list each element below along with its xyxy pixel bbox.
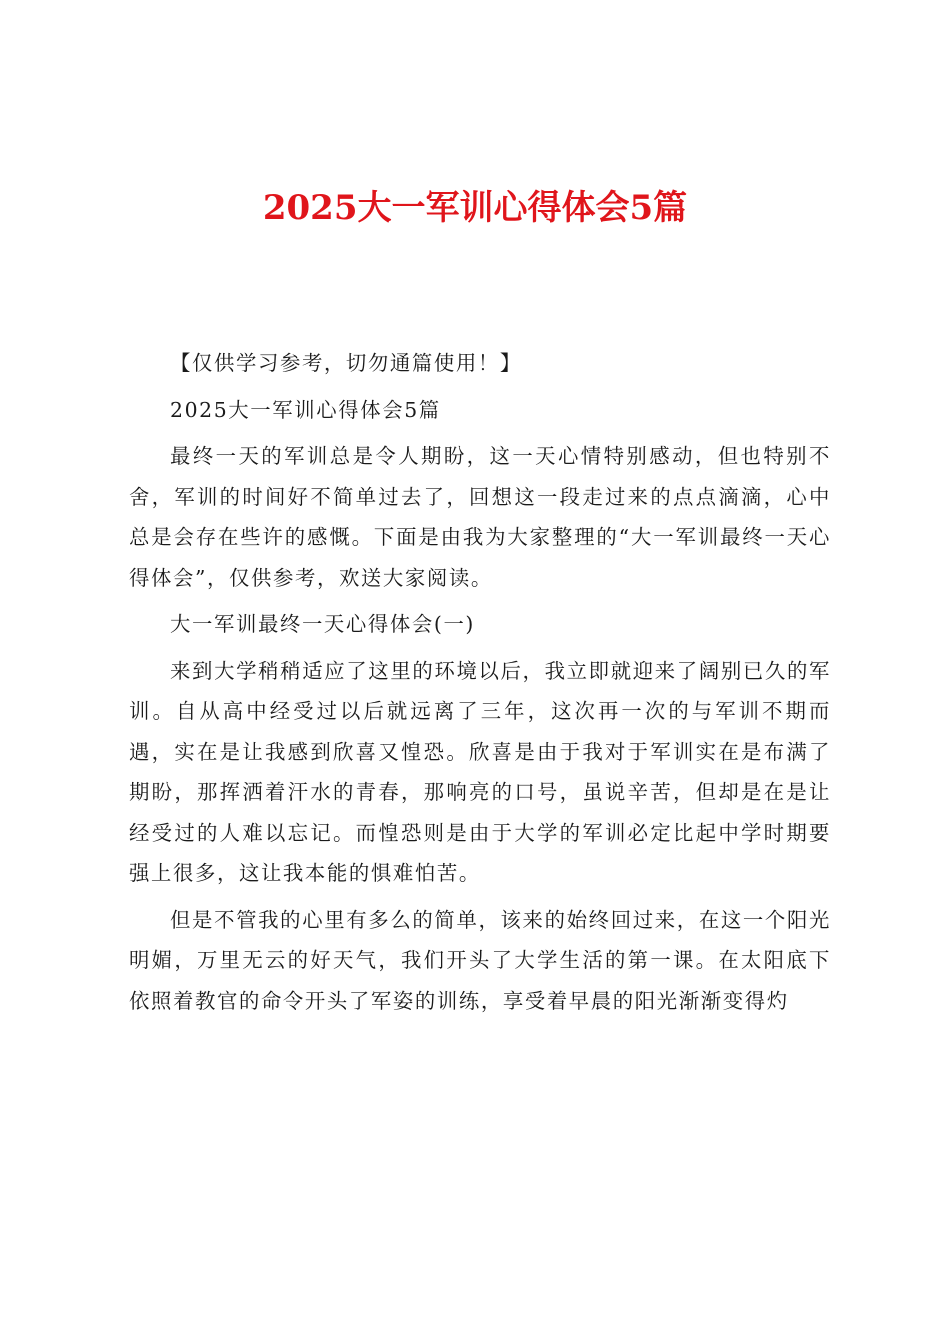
document-title: 2025大一军训心得体会5篇: [262, 188, 688, 228]
usage-notice: 【仅供学习参考，切勿通篇使用！】: [170, 351, 522, 375]
section-heading: 大一军训最终一天心得体会(一): [170, 612, 475, 636]
intro-paragraph: 最终一天的军训总是令人期盼，这一天心情特别感动，但也特别不舍，军训的时间好不简单过去了，回想这一段走过来的点点滴滴，心中总是会存在些许的感慨。下面是由我为大家整理的“大一军训最终一天心得体会”，仅供参考，欢送大家阅读。: [129, 444, 831, 590]
document-subtitle: 2025大一军训心得体会5篇: [170, 397, 441, 422]
body-paragraph-2: 但是不管我的心里有多么的简单，该来的始终回过来，在这一个阳光明媚，万里无云的好天气，我们开头了大学生活的第一课。在太阳底下依照着教官的命令开头了军姿的训练，享受着早晨的阳光渐渐变得灼: [129, 907, 831, 1013]
body-paragraph-1: 来到大学稍稍适应了这里的环境以后，我立即就迎来了阔别已久的军训。自从高中经受过以后就远离了三年，这次再一次的与军训不期而遇，实在是让我感到欣喜又惶恐。欣喜是由于我对于军训实在是布满了期盼，那挥洒着汗水的青春，那响亮的口号，虽说辛苦，但却是在是让经受过的人难以忘记。而惶恐则是由于大学的军训必定比起中学时期要强上很多，这让我本能的惧难怕苦。: [129, 658, 831, 885]
document-body: [129, 343, 831, 1027]
